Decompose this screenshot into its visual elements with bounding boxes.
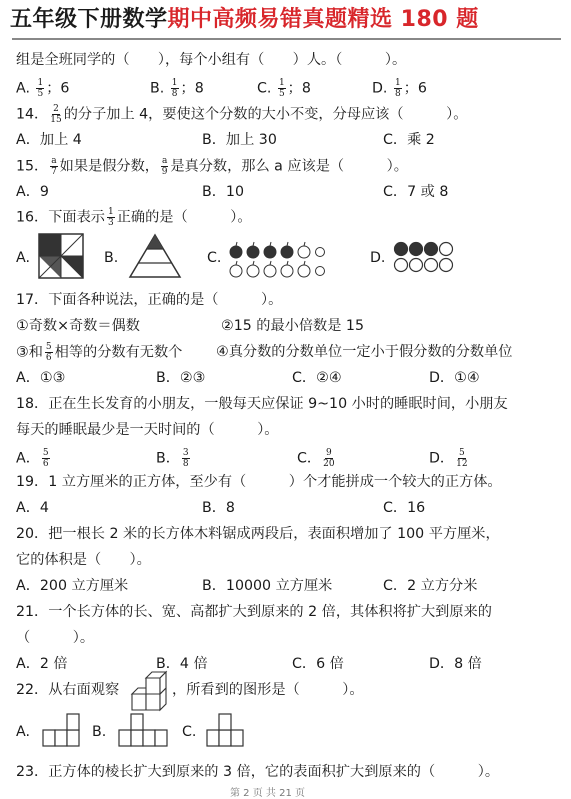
q12-option-b: B. $\frac{1}{8}$ ；8 — [150, 78, 204, 99]
q19-option-b: B．8 — [202, 500, 235, 516]
q15-option-a: A．9 — [16, 184, 49, 200]
q22-label-a: A. — [16, 724, 30, 740]
q22-label-c: C. — [182, 724, 197, 740]
q20-option-c: C．2 立方分米 — [383, 578, 478, 594]
q17-option-c: C．②④ — [292, 370, 342, 386]
q20-option-a: A．200 立方厘米 — [16, 578, 129, 594]
q17-statement-1: ①奇数×奇数＝偶数 — [16, 318, 140, 334]
q21-option-b: B．4 倍 — [156, 656, 208, 672]
q15-stem: 15． $\frac{a}{7}$ 如果是假分数， $\frac{a}{9}$ 是真分数，那么 a 应该是（ ）。 — [16, 156, 408, 177]
q12-tail: 组是全班同学的（ ），每个小组有（ ）人。（ ）。 — [16, 52, 407, 68]
q16-label-d: D. — [370, 250, 386, 266]
q16-label-c: C. — [207, 250, 222, 266]
q12-option-d: D. $\frac{1}{8}$ ；6 — [372, 78, 427, 99]
q12-option-a: A. $\frac{1}{5}$ ；6 — [16, 78, 70, 99]
q15-option-b: B．10 — [202, 184, 244, 200]
q18-line-2: 每天的睡眠最少是一天时间的（ ）。 — [16, 422, 279, 438]
q17-option-a: A．①③ — [16, 370, 66, 386]
q20-line-2: 它的体积是（ ）。 — [16, 552, 151, 568]
q14-option-c: C．乘 2 — [383, 132, 435, 148]
q17-option-d: D．①④ — [429, 370, 480, 386]
page-title-black: 五年级下册数学 — [10, 7, 168, 32]
q21-option-c: C．6 倍 — [292, 656, 344, 672]
q21-option-d: D．8 倍 — [429, 656, 482, 672]
page-title — [10, 2, 479, 33]
q23-stem: 23．正方体的棱长扩大到原来的 3 倍，它的表面积扩大到原来的（ ）。 — [16, 764, 500, 780]
q18-option-b: B． $\frac{3}{8}$ — [156, 448, 189, 469]
q16-square-figure — [38, 233, 84, 279]
q14-option-b: B．加上 30 — [202, 132, 277, 148]
q20-option-b: B．10000 立方厘米 — [202, 578, 333, 594]
q18-option-c: C． $\frac{9}{20}$ — [297, 448, 335, 469]
q12-option-c: C. $\frac{1}{5}$ ；8 — [257, 78, 311, 99]
q16-circles-figure — [393, 241, 455, 273]
title-divider — [12, 38, 561, 40]
q17-statement-2: ②15 的最小倍数是 15 — [221, 318, 364, 334]
q22-label-b: B. — [92, 724, 107, 740]
q14-option-a: A．加上 4 — [16, 132, 82, 148]
q22-stem-post: ，所看到的图形是（ ）。 — [172, 682, 364, 698]
q17-option-b: B．②③ — [156, 370, 206, 386]
q14-stem: 14． $\frac{2}{15}$ 的分子加上 4，要使这个分数的大小不变，分母应该（ ）。 — [16, 104, 468, 125]
q22-cube-stack-figure — [130, 672, 172, 712]
q19-option-c: C．16 — [383, 500, 426, 516]
q16-stem: 16．下面表示 $\frac{1}{3}$ 正确的是（ ）。 — [16, 207, 252, 228]
q18-line-1: 18．正在生长发育的小朋友，一般每天应保证 9~10 小时的睡眠时间，小朋友 — [16, 396, 508, 412]
q22-option-b-figure — [118, 712, 172, 748]
q22-option-a-figure — [42, 712, 82, 748]
q17-statement-3: ③和 $\frac{5}{6}$ 相等的分数有无数个 — [16, 342, 183, 363]
page-title-red: 期中高频易错真题精选 180 题 — [167, 7, 479, 32]
q17-statement-4: ④真分数的分数单位一定小于假分数的分数单位 — [216, 344, 513, 360]
q16-label-a: A. — [16, 250, 30, 266]
q15-option-c: C．7 或 8 — [383, 184, 449, 200]
q19-stem: 19．1 立方厘米的正方体，至少有（ ）个才能拼成一个较大的正方体。 — [16, 474, 502, 490]
q22-option-c-figure — [206, 712, 248, 748]
q16-triangle-figure — [128, 233, 182, 279]
q22-stem-pre: 22．从右面观察 — [16, 682, 120, 698]
q21-option-a: A．2 倍 — [16, 656, 68, 672]
q19-option-a: A．4 — [16, 500, 49, 516]
q16-apples-figure — [228, 240, 324, 280]
q21-line-2: （ ）。 — [16, 630, 95, 646]
page-footer: 第 2 页 共 21 页 — [230, 788, 305, 799]
q18-option-d: D． $\frac{5}{12}$ — [429, 448, 468, 469]
q21-line-1: 21．一个长方体的长、宽、高都扩大到原来的 2 倍，其体积将扩大到原来的 — [16, 604, 492, 620]
q20-line-1: 20．把一根长 2 米的长方体木料锯成两段后，表面积增加了 100 平方厘米， — [16, 526, 500, 542]
q16-label-b: B. — [104, 250, 119, 266]
q17-stem: 17．下面各种说法，正确的是（ ）。 — [16, 292, 283, 308]
q18-option-a: A． $\frac{5}{6}$ — [16, 448, 49, 469]
